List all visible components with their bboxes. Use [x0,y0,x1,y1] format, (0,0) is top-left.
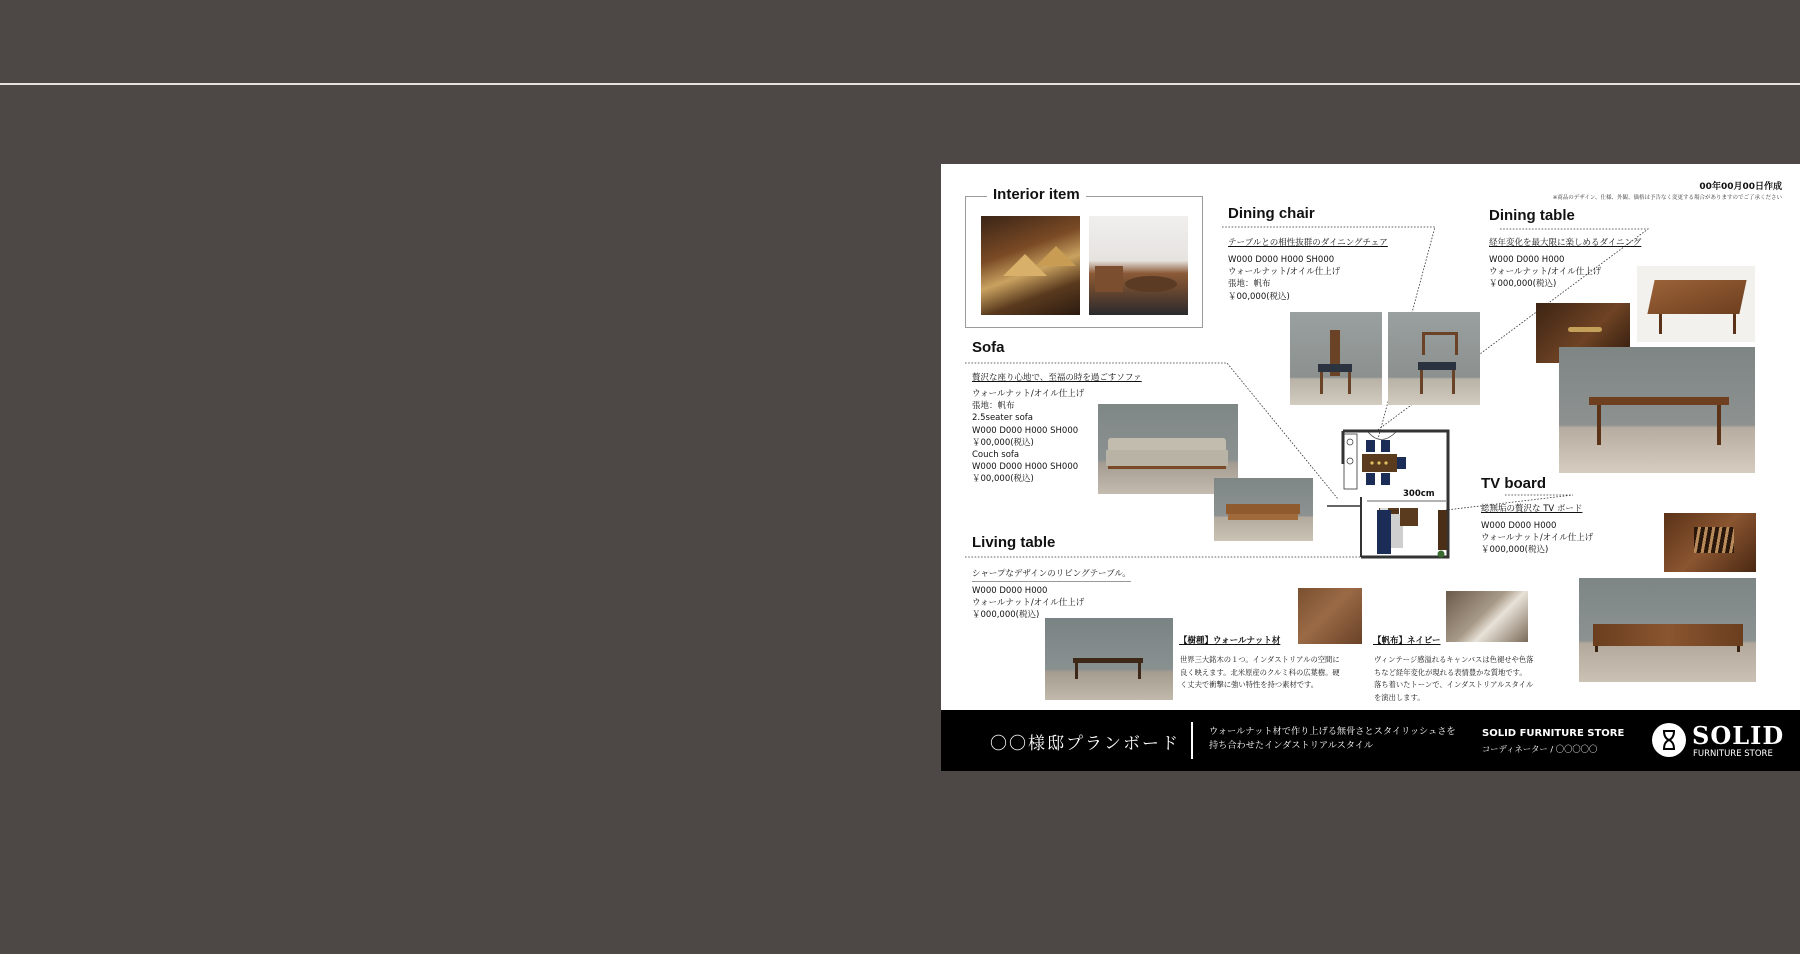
tv-board-title: TV board [1481,475,1547,492]
logo-wordmark: SOLID [1692,721,1785,750]
spec-line: W000 D000 H000 [1481,521,1557,531]
living-table-title: Living table [972,534,1056,551]
spec-line: W000 D000 H000 SH000 [972,462,1079,473]
sofa-subtitle: 贅沢な座り心地で、至福の時を過ごすソファ [972,373,1142,383]
footer-divider [1191,722,1193,759]
dining-chair-title: Dining chair [1228,205,1315,222]
sofa-title: Sofa [972,339,1005,356]
dining-chair-subtitle: テーブルとの相性抜群のダイニングチェア [1228,238,1388,248]
dining-chair-specs [1228,254,1340,303]
top-divider-line [0,83,1800,85]
spec-line: ウォールナット/オイル仕上げ [972,598,1085,609]
dining-chair-photo-1 [1290,312,1382,405]
text-line: ちなど経年変化が現れる表情豊かな質地です。 [1374,667,1527,677]
spec-line: ￥00,000(税込) [972,437,1034,448]
dining-table-photo-room [1559,347,1755,473]
spec-line: ￥00,000(税込) [1228,291,1290,302]
interior-photo-pendant-lights [981,216,1080,315]
plan-dimension-label: 300cm [1403,489,1435,499]
spec-line: 張地：帆布 [972,401,1015,412]
plan-living-table [1400,508,1418,526]
plan-board [941,164,1800,771]
disclaimer-note: ※商品のデザイン、仕様、外観、価格は予告なく変更する場合がありますのでご了承ください [1552,195,1782,201]
spec-line: W000 D000 H000 [972,586,1048,596]
plan-sofa-navy [1377,510,1391,554]
canvas-sample-photo [1446,591,1528,642]
walnut-material-title: 【樹種】ウォールナット材 [1179,636,1281,646]
dining-chair-photo-2 [1388,312,1480,405]
text-line: を演出します。 [1374,692,1425,702]
spec-line: ￥000,000(税込) [972,610,1040,621]
sofa-specs [972,388,1084,486]
footer-description [1209,725,1456,753]
dining-table-specs [1489,254,1601,291]
dining-table-photo-top [1637,266,1755,342]
dining-table-title: Dining table [1489,207,1575,224]
hourglass-icon [1652,723,1686,757]
footer-store-name: SOLID FURNITURE STORE [1482,728,1625,739]
footer-title: 〇〇様邸プランボード [990,734,1180,754]
tv-board-subtitle: 総無垢の贅沢な TV ボード [1481,504,1583,514]
spec-line: ￥000,000(税込) [1481,545,1549,556]
couch-sofa-photo [1214,478,1313,541]
text-line: ヴィンテージ感溢れるキャンバスは色褪せや色落 [1374,655,1534,664]
spec-line: ￥00,000(税込) [972,474,1034,485]
spec-line: 張地：帆布 [1228,279,1271,290]
spec-line: ウォールナット/オイル仕上げ [1481,533,1594,544]
living-table-photo [1045,618,1173,700]
interior-item-title: Interior item [987,186,1086,203]
tv-board-detail-photo [1664,513,1756,572]
text-line: 持ち合わせたインダストリアルスタイル [1209,740,1374,751]
spec-line: W000 D000 H000 [1489,255,1565,265]
spec-line: ウォールナット/オイル仕上げ [1228,267,1341,278]
walnut-material-text [1180,654,1340,692]
spec-line: Couch sofa [972,450,1020,461]
dining-table-subtitle: 経年変化を最大限に楽しめるダイニング [1489,238,1642,248]
tv-board-photo [1579,578,1756,682]
created-date: 00年00月00日作成 [1699,182,1782,192]
spec-line: ウォールナット/オイル仕上げ [972,389,1085,399]
interior-photo-living-room [1089,216,1188,315]
walnut-sample-photo [1298,588,1362,644]
logo-subtext: FURNITURE STORE [1693,749,1773,759]
tv-board-specs [1481,520,1593,557]
text-line: ウォールナット材で作り上げる無骨さとスタイリッシュさを [1209,726,1456,737]
spec-line: 2.5seater sofa [972,413,1033,424]
spec-line: ￥000,000(税込) [1489,279,1557,290]
spec-line: W000 D000 H000 SH000 [1228,255,1335,265]
text-line: く丈夫で衝撃に強い特性を持つ素材です。 [1180,680,1319,690]
footer-coordinator: コーディネーター / 〇〇〇〇〇 [1482,744,1598,754]
text-line: 世界三大銘木の１つ。インダストリアルの空間に [1180,655,1340,664]
footer-bar [941,710,1800,771]
spec-line: W000 D000 H000 SH000 [972,425,1079,436]
text-line: 良く映えます。北米原産のクルミ科の広葉樹。硬 [1180,667,1340,677]
living-table-specs [972,585,1084,622]
spec-line: ウォールナット/オイル仕上げ [1489,267,1602,278]
canvas-material-title: 【帆布】ネイビー [1373,636,1441,646]
living-table-subtitle: シャープなデザインのリビングテーブル。 [972,567,1131,582]
canvas-material-text [1374,654,1533,704]
text-line: 落ち着いたトーンで、インダストリアルスタイル [1374,680,1534,690]
